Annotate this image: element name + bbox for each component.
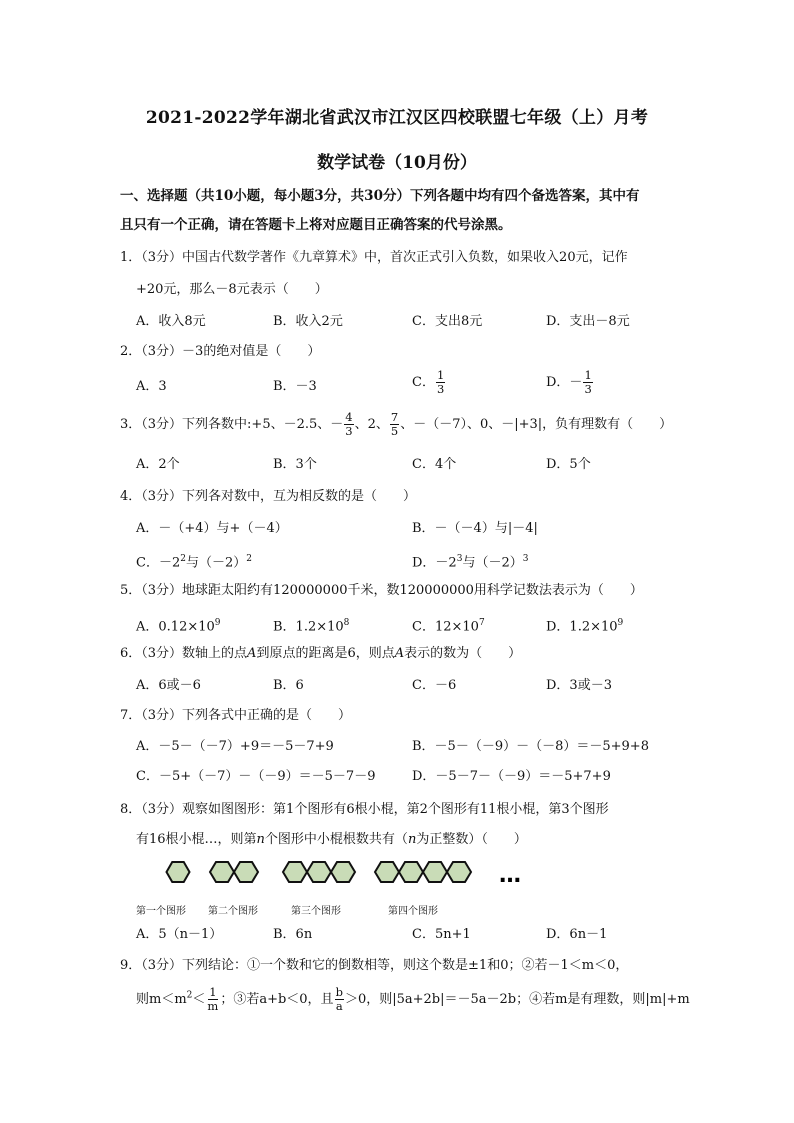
exam-title-line2: 数学试卷（10月份） (317, 153, 477, 173)
q4-option-c[interactable]: C．$-2^2$与$(-2)^2$ (136, 554, 252, 571)
q9-stem-line1: 9．（3分）下列结论：①一个数和它的倒数相等，则这个数是±1和0；②若－1＜m＜0， (120, 958, 629, 973)
q5-stem: 5．（3分）地球距太阳约有120000000千米，数120000000用科学记数法表示为（ ） (120, 583, 643, 598)
q2-option-c-fraction: $\frac{1}{3}$ (436, 368, 445, 396)
q1-option-b[interactable]: B．收入2元 (273, 314, 343, 329)
figure-caption-3: 第三个图形 (291, 906, 341, 917)
figure-ellipsis: … (499, 863, 521, 888)
q2-option-d[interactable] (546, 369, 594, 396)
hexagon-fig2-2 (234, 862, 258, 882)
q3-stem: 3．（3分）下列各数中:+5、－2.5、－ $\frac{4}{3}$ 、2、 $\frac{7}{5}$ 、－（－7）、0、－|+3|，负有理数有（ ） (120, 410, 673, 438)
q2-option-a[interactable]: A．3 (136, 379, 167, 394)
q6-stem: 6．（3分）数轴上的点A到原点的距离是6，则点A表示的数为（ ） (120, 646, 522, 661)
hexagon-fig3-3 (331, 862, 355, 882)
q9-fraction-1-m: $\frac{1}{m}$ (207, 985, 219, 1013)
q1-stem-line1: 1．（3分）中国古代数学著作《九章算术》中，首次正式引入负数，如果收入20元，记作 (120, 250, 628, 265)
figure-caption-1: 第一个图形 (136, 906, 186, 917)
q1-option-c[interactable]: C．支出8元 (412, 314, 483, 329)
q2-option-c-label: C． (412, 375, 435, 390)
q4-option-b[interactable]: B．－（－4）与|－4| (412, 521, 538, 536)
q2-option-d-label: D．－ (546, 375, 583, 390)
q3-option-a[interactable]: A．2个 (136, 457, 180, 472)
q5-option-a[interactable]: A．$0.12\times 10^9$ (136, 618, 221, 635)
q8-option-a[interactable]: A．5（n－1） (136, 927, 223, 942)
figure-caption-2: 第二个图形 (208, 906, 258, 917)
q6-option-b[interactable]: B．6 (273, 678, 304, 693)
hexagon-fig4-4 (447, 862, 471, 882)
section-heading-line1: 一、选择题（共10小题，每小题3分，共30分）下列各题中均有四个备选答案，其中有 (120, 188, 640, 204)
q2-option-d-fraction: $\frac{1}{3}$ (584, 368, 592, 396)
hexagon-fig2-1 (210, 862, 234, 882)
q7-option-d[interactable]: D．－5－7－（－9）＝－5+7+9 (412, 769, 611, 784)
q6-option-a[interactable]: A．6或－6 (136, 678, 201, 693)
q5-option-b[interactable]: B．$1.2\times 10^8$ (273, 618, 350, 635)
q8-option-b[interactable]: B．6n (273, 927, 313, 942)
q4-stem: 4．（3分）下列各对数中，互为相反数的是（ ） (120, 489, 417, 504)
section-heading-line2: 且只有一个正确，请在答题卡上将对应题目正确答案的代号涂黑。 (120, 217, 512, 233)
q5-option-d[interactable]: D．$1.2\times 10^9$ (546, 618, 624, 635)
q4-option-d[interactable]: D．$-2^3$与$(-2)^3$ (412, 554, 529, 571)
q2-option-b[interactable]: B．－3 (273, 379, 317, 394)
q2-stem: 2．（3分）－3的绝对值是（ ） (120, 344, 321, 359)
q6-option-c[interactable]: C．－6 (412, 678, 457, 693)
hexagon-fig4-3 (423, 862, 447, 882)
hexagon-stick-figure (135, 852, 535, 892)
q8-option-c[interactable]: C．5n+1 (412, 927, 471, 942)
q3-option-d[interactable]: D．5个 (546, 457, 591, 472)
q1-option-d[interactable]: D．支出－8元 (546, 314, 630, 329)
q7-option-a[interactable]: A．－5－（－7）+9＝－5－7+9 (136, 739, 334, 754)
q3-fraction-4-3: $\frac{4}{3}$ (345, 410, 353, 438)
q4-option-a[interactable]: A．－（+4）与+（－4） (136, 521, 288, 536)
q1-option-a[interactable]: A．收入8元 (136, 314, 206, 329)
hexagon-fig3-1 (283, 862, 307, 882)
q8-stem-line2: 有16根小棍…，则第n个图形中小棍根数共有（n为正整数）（ ） (136, 832, 527, 847)
q3-option-b[interactable]: B．3个 (273, 457, 317, 472)
q9-fraction-b-a: $\frac{b}{a}$ (335, 985, 343, 1013)
q8-stem-line1: 8．（3分）观察如图图形：第1个图形有6根小棍，第2个图形有11根小棍，第3个图形 (120, 802, 609, 817)
q2-option-c[interactable] (412, 369, 446, 396)
q7-stem: 7．（3分）下列各式中正确的是（ ） (120, 708, 352, 723)
hexagon-fig4-1 (375, 862, 399, 882)
hexagon-fig4-2 (399, 862, 423, 882)
q6-option-d[interactable]: D．3或－3 (546, 678, 612, 693)
q8-option-d[interactable]: D．6n－1 (546, 927, 608, 942)
q7-option-b[interactable]: B．－5－（－9）－（－8）＝－5+9+8 (412, 739, 649, 754)
q5-option-c[interactable]: C．$12\times 10^7$ (412, 618, 485, 635)
exam-title-line1: 2021-2022学年湖北省武汉市江汉区四校联盟七年级（上）月考 (145, 108, 649, 128)
figure-caption-4: 第四个图形 (388, 906, 438, 917)
q3-option-c[interactable]: C．4个 (412, 457, 457, 472)
q7-option-c[interactable]: C．－5+（－7）－（－9）＝－5－7－9 (136, 769, 376, 784)
hexagon-fig3-2 (307, 862, 331, 882)
q1-stem-line2: +20元，那么－8元表示（ ） (136, 282, 328, 297)
q9-stem-line2: 则$m<m^2<$ $\frac{1}{m}$ ；③若a+b＜0，且 $\frac{b}{a}$ ＞0，则|5a+2b|＝－5a－2b；④若m是有理数，则|m|+m (136, 985, 690, 1013)
q3-fraction-7-5: $\frac{7}{5}$ (390, 410, 399, 438)
hexagon-fig1-1 (167, 862, 190, 882)
